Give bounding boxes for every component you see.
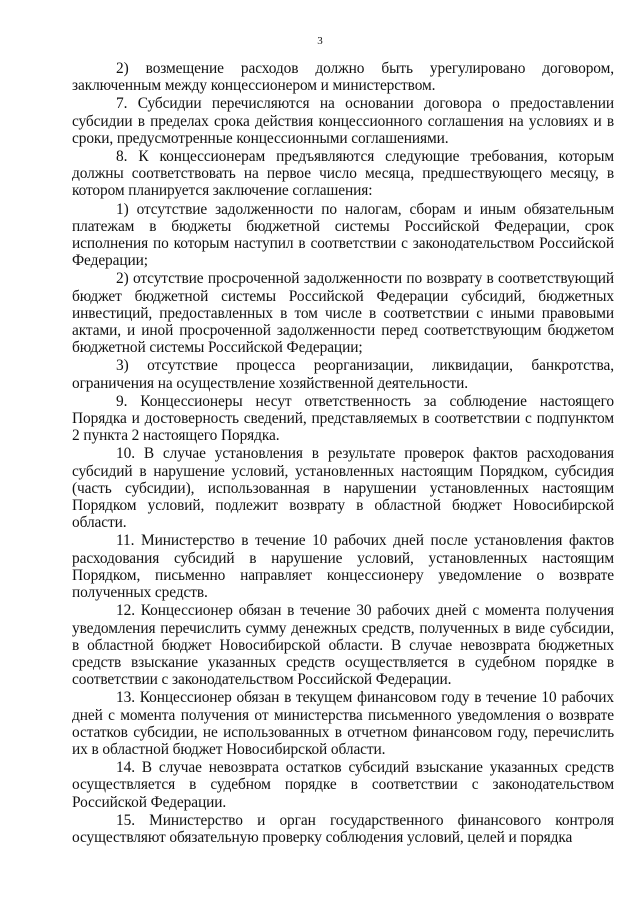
paragraph-9-responsibility: 9. Концессионеры несут ответственность за соблюдение настоящего Порядка и достоверность сведений, представляемых в соответствии с подпунктом 2 пункта 2 настоящего Порядка. xyxy=(72,392,614,445)
paragraph-7-subsidy-transfer: 7. Субсидии перечисляются на основании договора о предоставлении субсидии в пределах срока действия концессионного соглашения на условиях и в сроки, предусмотренные концессионными соглашениями. xyxy=(72,95,614,147)
paragraph-10-violation-return: 10. В случае установления в результате проверок фактов расходования субсидий в нарушение условий, установленных настоящим Порядком, субсидия (часть субсидии), использованная в нарушении установленных настоящим Порядком условий, подлежит возврату в областной бюджет Новосибирской области. xyxy=(72,445,614,532)
document-body xyxy=(72,60,614,846)
paragraph-8-item-2-overdue-debt: 2) отсутствие просроченной задолженности по возврату в соответствующий бюджет бюджетной системы Российской Федерации субсидий, бюджетных инвестиций, предоставленных в том числе в соответствии с иными правовыми актами, и иной просроченной задолженности перед соответствующим бюджетом бюджетной системы Российской Федерации; xyxy=(72,270,614,357)
paragraph-13-unused-balances: 13. Концессионер обязан в текущем финансовом году в течение 10 рабочих дней с момента получения от министерства письменного уведомления о возврате остатков субсидии, не использованных в отчетном финансовом году, перечислить их в областной бюджет Новосибирской области. xyxy=(72,689,614,758)
page-number: 3 xyxy=(317,35,323,47)
paragraph-11-notification: 11. Министерство в течение 10 рабочих дней после установления фактов расходования субсидий в нарушение условий, установленных настоящим Порядком, письменно направляет концессионеру уведомление о возврате полученных средств. xyxy=(72,532,614,602)
paragraph-8-item-1-tax-debt: 1) отсутствие задолженности по налогам, сборам и иным обязательным платежам в бюджеты бюджетной системы Российской Федерации, срок исполнения по которым наступил в соответствии с законодательством Российской Федерации; xyxy=(72,200,614,270)
paragraph-14-court-recovery: 14. В случае невозврата остатков субсидий взыскание указанных средств осуществляется в судебном порядке в соответствии с законодательством Российской Федерации. xyxy=(72,759,614,811)
paragraph-8-requirements: 8. К концессионерам предъявляются следующие требования, которым должны соответствовать на первое число месяца, предшествующего месяцу, в котором планируется заключение соглашения: xyxy=(72,148,614,200)
paragraph-15-financial-control: 15. Министерство и орган государственного финансового контроля осуществляют обязательную проверку соблюдения условий, целей и порядка xyxy=(72,811,614,846)
paragraph-12-refund-30-days: 12. Концессионер обязан в течение 30 рабочих дней с момента получения уведомления перечислить сумму денежных средств, полученных в виде субсидии, в областной бюджет Новосибирской области. В случае невозврата бюджетных средств взыскание указанных средств осуществляется в судебном порядке в соответствии с законодательством Российской Федерации. xyxy=(72,602,614,689)
paragraph-item-2-reimbursement: 2) возмещение расходов должно быть урегулировано договором, заключенным между концессионером и министерством. xyxy=(72,60,614,95)
paragraph-8-item-3-reorganization: 3) отсутствие процесса реорганизации, ликвидации, банкротства, ограничения на осуществление хозяйственной деятельности. xyxy=(72,357,614,392)
